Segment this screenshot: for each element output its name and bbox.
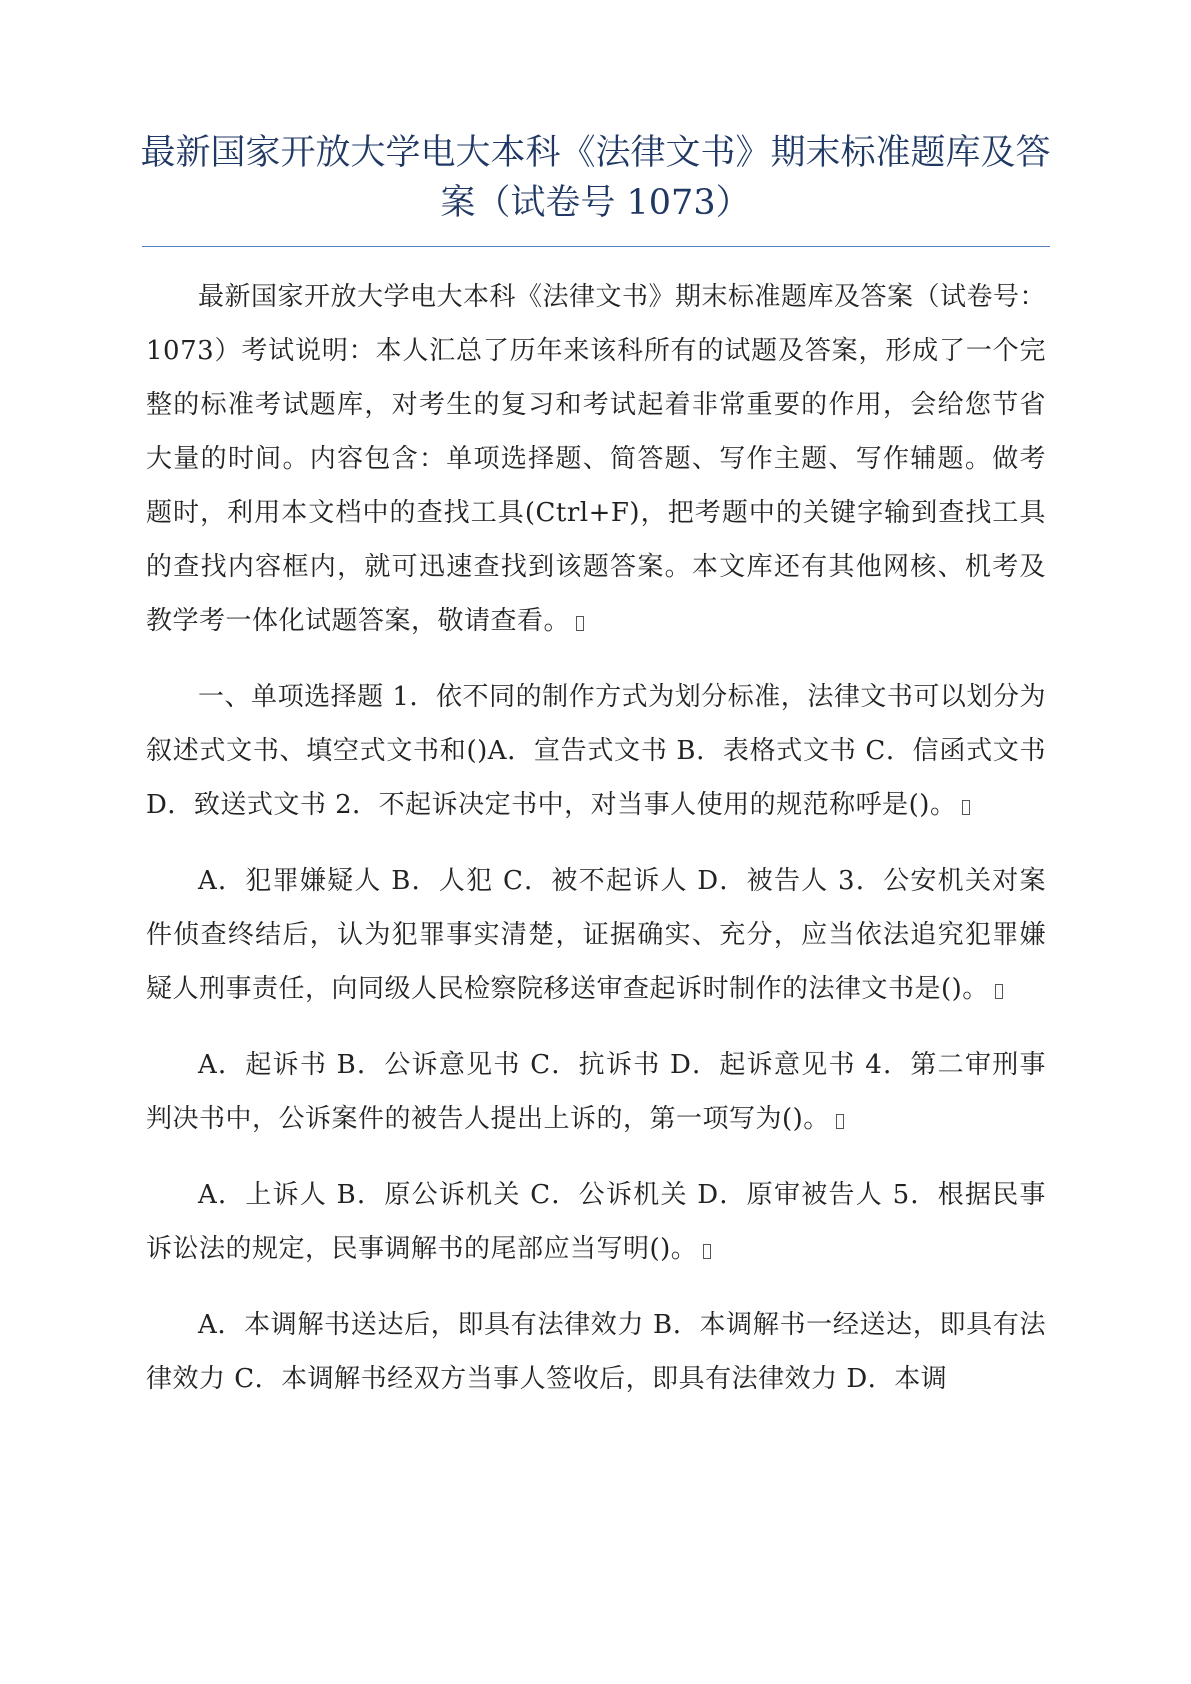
paragraph-question-5-options: [146, 1298, 1046, 1406]
paragraph-question-2-3: [146, 854, 1046, 1016]
paragraph-mark-icon: [576, 616, 584, 631]
paragraph-text: A．犯罪嫌疑人 B．人犯 C．被不起诉人 D．被告人 3．公安机关对案件侦查终结后，认为犯罪事实清楚，证据确实、充分，应当依法追究犯罪嫌疑人刑事责任，向同级人民检察院移送审查起诉时制作的法律文书是()。: [146, 866, 1046, 1004]
paragraph-mark-icon: [962, 800, 970, 815]
paragraph-mark-icon: [836, 1114, 844, 1129]
paragraph-text: A．起诉书 B．公诉意见书 C．抗诉书 D．起诉意见书 4．第二审刑事判决书中，公诉案件的被告人提出上诉的，第一项写为()。: [146, 1050, 1046, 1134]
paragraph-question-3-4: [146, 1038, 1046, 1146]
document-body: [146, 270, 1046, 1428]
paragraph-mark-icon: [995, 984, 1003, 999]
paragraph-text: 最新国家开放大学电大本科《法律文书》期末标准题库及答案（试卷号：1073）考试说明：本人汇总了历年来该科所有的试题及答案，形成了一个完整的标准考试题库，对考生的复习和考试起着非常重要的作用，会给您节省大量的时间。内容包含：单项选择题、简答题、写作主题、写作辅题。做考题时，利用本文档中的查找工具(Ctrl+F)，把考题中的关键字输到查找工具的查找内容框内，就可迅速查找到该题答案。本文库还有其他网核、机考及教学考一体化试题答案，敬请查看。: [146, 282, 1047, 636]
paragraph-text: A．本调解书送达后，即具有法律效力 B．本调解书一经送达，即具有法律效力 C．本调解书经双方当事人签收后，即具有法律效力 D．本调: [146, 1310, 1046, 1394]
paragraph-intro: [146, 270, 1046, 648]
document-title: 最新国家开放大学电大本科《法律文书》期末标准题库及答案（试卷号 1073）: [140, 133, 1051, 223]
paragraph-text: 一、单项选择题 1．依不同的制作方式为划分标准，法律文书可以划分为叙述式文书、填空式文书和()A．宣告式文书 B．表格式文书 C．信函式文书 D．致送式文书 2．不起诉决定书中，对当事人使用的规范称呼是()。: [146, 682, 1046, 820]
title-divider: [142, 246, 1050, 247]
paragraph-question-1-2: [146, 670, 1046, 832]
paragraph-text: A．上诉人 B．原公诉机关 C．公诉机关 D．原审被告人 5．根据民事诉讼法的规定，民事调解书的尾部应当写明()。: [146, 1180, 1046, 1264]
paragraph-question-4-5: [146, 1168, 1046, 1276]
paragraph-mark-icon: [703, 1244, 711, 1259]
